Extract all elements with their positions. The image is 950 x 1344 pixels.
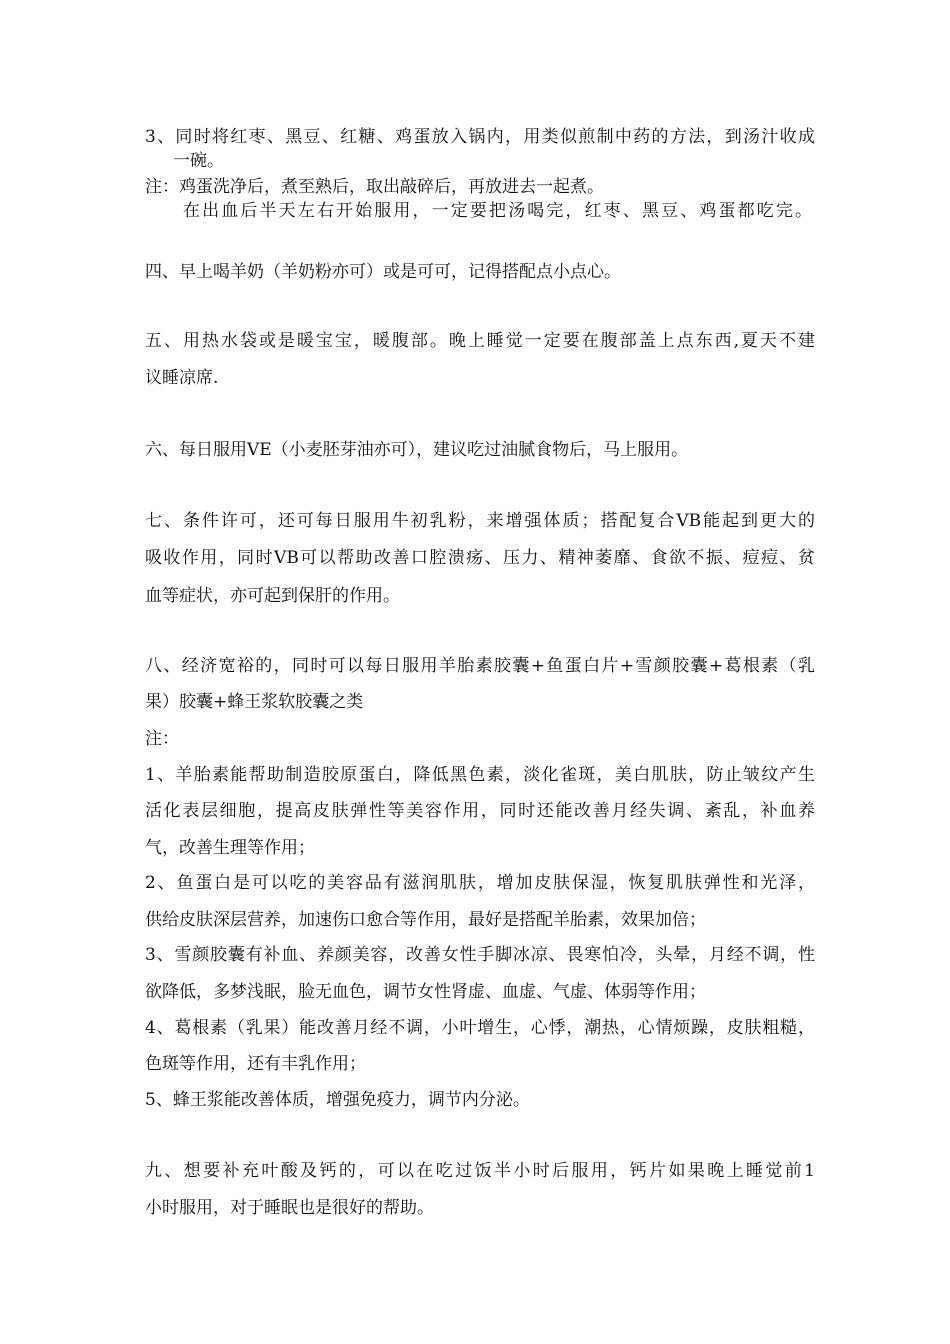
- text-line: 5、蜂王浆能改善体质，增强免疫力，调节内分泌。: [145, 1090, 530, 1110]
- text-line: 小时服用，对于睡眠也是很好的帮助。: [145, 1198, 434, 1218]
- text-line: 五、用热水袋或是暖宝宝，暖腹部。晚上睡觉一定要在腹部盖上点东西,夏天不建: [145, 331, 815, 351]
- text-line: 九、想要补充叶酸及钙的，可以在吃过饭半小时后服用，钙片如果晚上睡觉前1: [145, 1161, 815, 1181]
- text-line: 四、早上喝羊奶（羊奶粉亦可）或是可可，记得搭配点小点心。: [145, 262, 621, 282]
- text-line: 活化表层细胞，提高皮肤弹性等美容作用，同时还能改善月经失调、紊乱，补血养: [145, 801, 815, 821]
- text-line: 一碗。: [173, 151, 224, 171]
- text-line: 七、条件许可，还可每日服用牛初乳粉，来增强体质；搭配复合VB能起到更大的: [145, 511, 815, 531]
- text-line: 3、雪颜胶囊有补血、养颜美容，改善女性手脚冰凉、畏寒怕冷，头晕，月经不调，性: [145, 945, 815, 965]
- text-line: 1、羊胎素能帮助制造胶原蛋白，降低黑色素，淡化雀斑，美白肌肤，防止皱纹产生: [145, 765, 815, 785]
- text-line: 六、每日服用VE（小麦胚芽油亦可），建议吃过油腻食物后，马上服用。: [145, 440, 689, 460]
- text-line: 注：: [145, 729, 179, 749]
- text-line: 吸收作用，同时VB可以帮助改善口腔溃疡、压力、精神萎靡、食欲不振、痘痘、贫: [145, 548, 815, 568]
- text-line: 色斑等作用，还有丰乳作用；: [145, 1054, 366, 1074]
- text-line: 注：鸡蛋洗净后，煮至熟后，取出敲碎后，再放进去一起煮。: [145, 177, 604, 197]
- text-line: 2、鱼蛋白是可以吃的美容品有滋润肌肤，增加皮肤保湿，恢复肌肤弹性和光泽，: [145, 873, 815, 893]
- text-line: 3、同时将红枣、黑豆、红糖、鸡蛋放入锅内，用类似煎制中药的方法，到汤汁收成: [145, 127, 815, 147]
- text-line: 欲降低，多梦浅眠，脸无血色，调节女性肾虚、血虚、气虚、体弱等作用；: [145, 982, 706, 1002]
- text-line: 4、葛根素（乳果）能改善月经不调，小叶增生，心悸，潮热，心情烦躁，皮肤粗糙，: [145, 1018, 815, 1038]
- text-line: 八、经济宽裕的，同时可以每日服用羊胎素胶囊+鱼蛋白片+雪颜胶囊+葛根素（乳: [145, 656, 815, 676]
- text-line: 果）胶囊+蜂王浆软胶囊之类: [145, 692, 364, 712]
- text-line: 血等症状，亦可起到保肝的作用。: [145, 586, 400, 606]
- text-line: 在出血后半天左右开始服用，一定要把汤喝完，红枣、黑豆、鸡蛋都吃完。: [183, 201, 812, 221]
- text-line: 议睡凉席.: [145, 368, 219, 388]
- text-line: 供给皮肤深层营养，加速伤口愈合等作用，最好是搭配羊胎素，效果加倍；: [145, 910, 706, 930]
- text-line: 气，改善生理等作用；: [145, 838, 315, 858]
